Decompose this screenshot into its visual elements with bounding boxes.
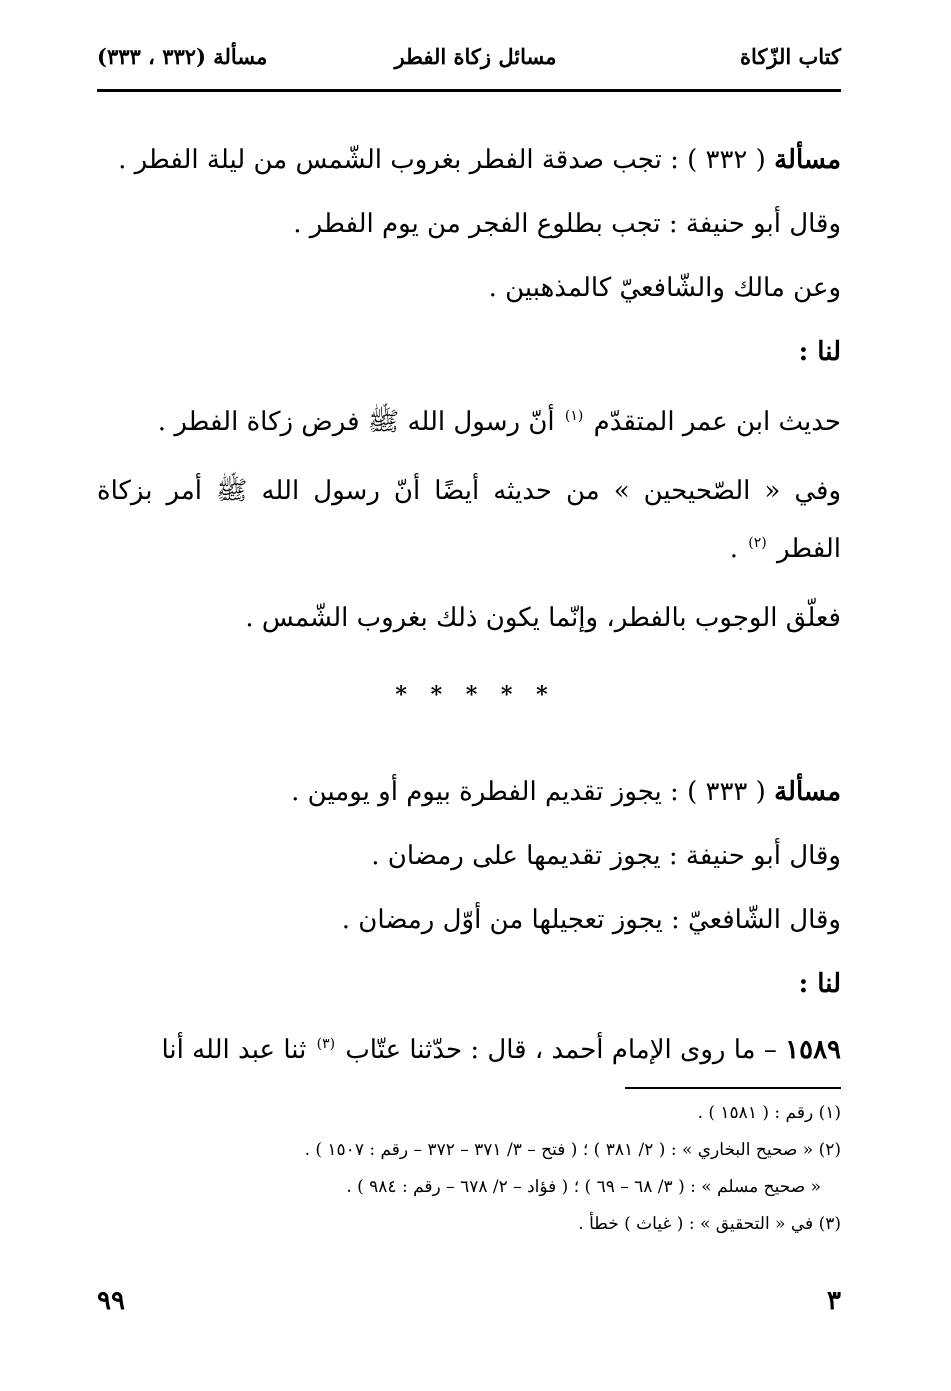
footnote-ref: (٢): [748, 535, 767, 552]
footnote-ref: (١): [564, 408, 584, 425]
issue-332: [97, 128, 841, 650]
malik-shafii-opinion: وعن مالك والشّافعيّ كالمذهبين .: [488, 273, 841, 303]
issue-333-heading: [97, 760, 841, 824]
conclusion: فعلّق الوجوب بالفطر، وإنّما يكون ذلك بغروب الشّمس .: [245, 603, 841, 633]
hanafi-opinion: وقال أبو حنيفة : يجوز تقديمها على رمضان .: [371, 841, 841, 871]
running-header-book: كتاب الزّكاة: [739, 44, 841, 69]
issue-332-heading: [97, 128, 841, 192]
page-number: ٩٩: [97, 1286, 125, 1316]
footnote-ref: (٣): [316, 1036, 336, 1053]
issue-332-statement: ( ٣٣٢ ) : تجب صدقة الفطر بغروب الشّمس من ليلة الفطر .: [118, 145, 775, 175]
footnote-2: (٢) « صحيح البخاري » : ( ٢/ ٣٨١ ) ؛ ( فتح – ٣/ ٣٧١ – ٣٧٢ – رقم : ١٥٠٧ ) .: [304, 1140, 841, 1160]
footnote-3: (٣) في « التحقيق » : ( غياث ) خطأ .: [578, 1214, 841, 1234]
issue-term: مسألة: [774, 777, 841, 807]
footnote-rule: [625, 1087, 841, 1089]
issue-333: [97, 760, 841, 1082]
running-header-issues: مسألة (٣٣٢ ، ٣٣٣): [97, 44, 268, 69]
hadith-ibn-umar: حديث ابن عمر المتقدّم $^{(١)}$ أنّ رسول الله ﷺ فرض زكاة الفطر .: [157, 407, 841, 437]
footnote-1: (١) رقم : ( ١٥٨١ ) .: [697, 1103, 841, 1123]
lana-label: لنا :: [798, 337, 841, 367]
volume-number: ٣: [827, 1286, 841, 1316]
issue-333-statement: ( ٣٣٣ ) : يجوز تقديم الفطرة بيوم أو يومين .: [291, 777, 775, 807]
hadith-1589: ١٥٨٩ – ما روى الإمام أحمد ، قال : حدّثنا عتّاب $^{(٣)}$ ثنا عبد الله أنا: [161, 1035, 841, 1065]
issue-term: مسألة: [774, 145, 841, 175]
section-separator: * * * * *: [395, 682, 556, 708]
header-rule: [97, 89, 841, 92]
running-header-section: مسائل زكاة الفطر: [394, 44, 557, 69]
hadith-number: ١٥٨٩: [785, 1035, 841, 1065]
shafii-opinion: وقال الشّافعيّ : يجوز تعجيلها من أوّل رمضان .: [341, 905, 841, 935]
lana-label: لنا :: [798, 969, 841, 999]
hadith-sahihayn: وفي « الصّحيحين » من حديثه أيضًا أنّ رسول الله ﷺ أمر بزكاة الفطر $^{(٢)}$ .: [97, 476, 841, 564]
hanafi-opinion: وقال أبو حنيفة : تجب بطلوع الفجر من يوم الفطر .: [293, 209, 841, 239]
footnote-2-cont: « صحيح مسلم » : ( ٣/ ٦٨ – ٦٩ ) ؛ ( فؤاد – ٢/ ٦٧٨ – رقم : ٩٨٤ ) .: [346, 1177, 821, 1197]
